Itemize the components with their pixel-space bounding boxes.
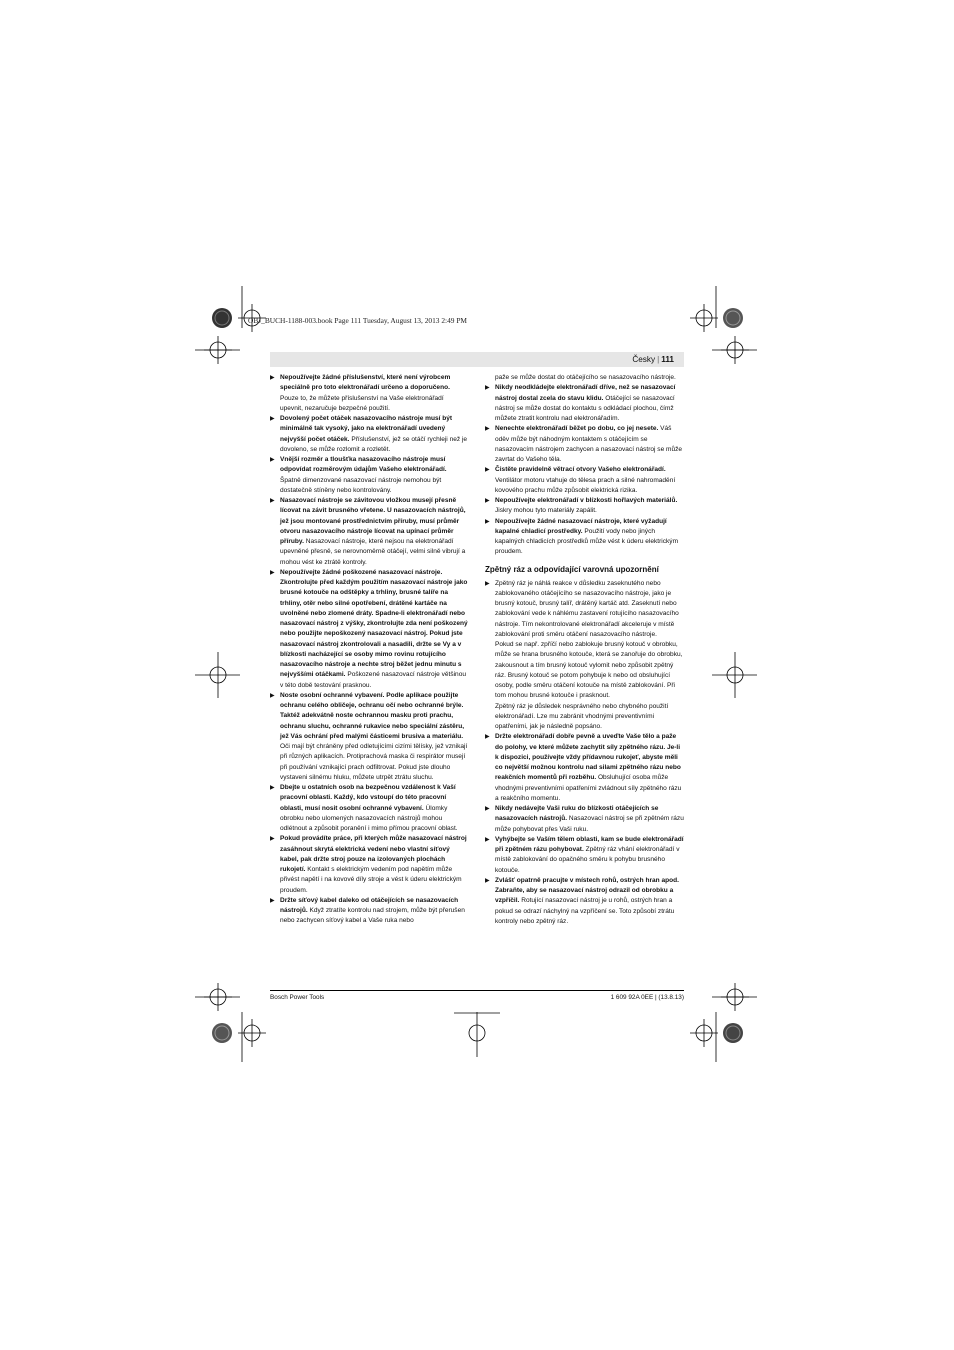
warning-emphasis: Čistěte pravidelně větrací otvory Vašeho elektronářadí. xyxy=(495,466,666,474)
warning-text: Zpětný ráz je náhlá reakce v důsledku zaseknutého nebo zablokovaného otáčejícího se nasazovacího nástroje, jako je brusný kotouč, brusný talíř, drátěný kartáč atd. Zaseknutí nebo zablokování vede k náhlému zastavení rotujícího nasazovacího nástroje. Tím nekontrolované elektronářadí akceleruje v místě zablokování proti směru otáčení nasazovacího nástroje. xyxy=(495,579,679,638)
warning-item xyxy=(270,373,468,414)
warning-item xyxy=(270,691,468,783)
bullet-arrow-icon: ▶ xyxy=(485,517,490,525)
header-bar xyxy=(270,352,684,367)
warning-item xyxy=(270,834,468,896)
warning-text: Jiskry mohou tyto materiály zapálit. xyxy=(495,507,597,515)
warning-emphasis: Vnější rozměr a tloušťka nasazovacího nástroje musí odpovídat rozměrovým údajům Vašeho elektronářadí. xyxy=(280,456,447,474)
warning-emphasis: Dbejte u ostatních osob na bezpečnou vzdálenost k Vaší pracovní oblasti. Každý, kdo vstoupí do této pracovní oblasti, musí nosit osobní ochranné vybavení. xyxy=(280,784,456,812)
warning-item xyxy=(485,732,684,804)
warning-text: Nasazovací nástroje, které nejsou na elektronářadí upevněné přesně, se nerovnoměrně otáčejí, velmi silně vibrují a mohou vést ke ztrátě kontroly. xyxy=(280,538,466,566)
warning-text: Kontakt s elektrickým vedením pod napětím může přivést napětí i na kovové díly stroje a vést k úderu elektrickým proudem. xyxy=(280,866,462,894)
print-slug: OBJ_BUCH-1188-003.book Page 111 Tuesday, August 13, 2013 2:49 PM xyxy=(248,316,467,325)
bullet-arrow-icon: ▶ xyxy=(270,497,275,504)
warning-text: Poškozené nasazovací nástroje většinou v této době testování prasknou. xyxy=(280,671,466,689)
warning-item xyxy=(485,465,684,496)
right-column-bottom xyxy=(485,579,684,928)
warning-text: Nasazovací nástroj se při zpětném rázu může pohybovat přes Vaši ruku. xyxy=(495,815,684,833)
section-heading: Zpětný ráz a odpovídající varovná upozornění xyxy=(485,564,659,574)
warning-emphasis: Držte elektronářadí dobře pevně a uveďte Vaše tělo a paže do polohy, ve které můžete zachytit síly zpětného rázu. Je-li k dispozici, používejte vždy přídavnou rukojeť, abyste měli co největší možnou kontrolu nad silami zpětného rázu nebo reakčních momentů při rozběhu. xyxy=(495,733,681,782)
warning-text: Příslušenství, jež se otáčí rychleji než je dovoleno, se může rozlomit a rozletět. xyxy=(280,435,468,453)
warning-item xyxy=(270,496,468,568)
warning-text: Rotující nasazovací nástroj je u rohů, ostrých hran a pokud se odrazí náchylný na vzpříčení se. Toto způsobí ztrátu kontroly nebo zpětný ráz. xyxy=(495,897,675,925)
right-column xyxy=(485,373,684,927)
bullet-arrow-icon: ▶ xyxy=(270,784,275,791)
warning-emphasis: Nepoužívejte žádné nasazovací nástroje, které vyžadují kapalné chladicí prostředky. xyxy=(495,517,667,535)
bullet-arrow-icon: ▶ xyxy=(485,579,490,587)
warning-emphasis: Nikdy neodkládejte elektronářadí dříve, než se nasazovací nástroj dostal zcela do stavu klidu. xyxy=(495,384,676,402)
warning-text: Zpětný ráz vhání elektronářadí v místě zablokování do opačného směru k pohybu brusného kotouče. xyxy=(495,846,680,874)
warning-item xyxy=(485,835,684,876)
warning-item xyxy=(270,414,468,455)
warning-emphasis: Držte síťový kabel daleko od otáčejících se nasazovacích nástrojů. xyxy=(280,896,459,914)
warning-item xyxy=(485,383,684,424)
right-column-top xyxy=(485,373,684,558)
bullet-arrow-icon: ▶ xyxy=(270,691,275,699)
bullet-arrow-icon: ▶ xyxy=(485,876,490,884)
bullet-arrow-icon: ▶ xyxy=(485,384,490,392)
warning-text: Otáčející se nasazovací nástroj se může dostat do kontaktu s odkládací plochou, čímž můžete ztratit kontrolu nad elektronářadím. xyxy=(495,394,675,422)
warning-emphasis: Nepoužívejte elektronářadí v blízkosti hořlavých materiálů. xyxy=(495,497,678,504)
warning-text: Obsluhující osoba může vhodnými preventivními opatřeními zvládnout síly zpětného rázu a reakčního momentu. xyxy=(495,774,682,802)
bullet-arrow-icon: ▶ xyxy=(270,896,275,904)
warning-text: Pouze to, že můžete příslušenství na Vaše elektronářadí upevnit, nezaručuje bezpečné použití. xyxy=(280,394,444,412)
warning-emphasis: Vyhýbejte se Vaším tělem oblasti, kam se bude elektronářadí při zpětném rázu pohybovat. xyxy=(495,835,684,853)
footer-doc-number: 1 609 92A 0EE | (13.8.13) xyxy=(610,994,684,1001)
warning-emphasis: Nikdy nedávejte Vaši ruku do blízkosti otáčejících se nasazovacích nástrojů. xyxy=(495,805,659,823)
bullet-arrow-icon: ▶ xyxy=(485,805,490,812)
bullet-arrow-icon: ▶ xyxy=(270,456,275,463)
warning-item xyxy=(270,568,468,691)
warning-emphasis: Zvlášť opatrně pracujte v místech rohů, ostrých hran apod. Zabraňte, aby se nasazovací nástroj odrazil od obrobku a vzpříčil. xyxy=(495,876,679,905)
warning-emphasis: Pokud provádíte práce, při kterých může nasazovací nástroj zasáhnout skrytá elektrická vedení nebo vlastní síťový kabel, pak držte stroj pouze na izolovaných plochách rukojetí. xyxy=(280,835,467,873)
warning-text: Když ztratíte kontrolu nad strojem, může být přerušen nebo zachycen síťový kabel a Vaše ruka nebo xyxy=(280,907,465,925)
bullet-arrow-icon: ▶ xyxy=(270,835,275,843)
warning-text: Pokud se např. zpříčí nebo zablokuje brusný kotouč v obrobku, může se hrana brusného kotouče, která se zanořuje do obrobku, zakousnout a tím brusný kotouč vylomit nebo způsobit zpětný ráz. Brusný kotouč se potom pohybuje k nebo od obsluhující osoby, podle směru otáčení kotouče na místě zablokování. Při tom mohou brusné kotouče i prasknout. xyxy=(495,641,683,700)
warning-text: Oči mají být chráněny před odletujícími cizími tělísky, jež vznikají při různých aplikacích. Protiprachová maska či respirátor musejí při používání vznikající prach odfiltrovat. Pokud jste dlouho vystaveni silnému hluku, můžete utrpět ztrátu sluchu. xyxy=(280,743,468,781)
warning-item xyxy=(270,455,468,496)
warning-text: Zpětný ráz je důsledek nesprávného nebo chybného použití elektronářadí. Lze mu zabránit vhodnými preventivními opatřeními, jak je následně popsáno. xyxy=(495,702,669,730)
warning-item xyxy=(485,876,684,927)
bullet-arrow-icon: ▶ xyxy=(485,733,490,741)
footer-rule xyxy=(270,990,684,991)
bullet-arrow-icon: ▶ xyxy=(270,568,275,576)
warning-item xyxy=(270,896,468,927)
warning-item xyxy=(485,517,684,558)
paragraph xyxy=(495,702,684,733)
warning-emphasis: Nasazovací nástroje se závitovou vložkou musejí přesně lícovat na závit brusného vřetene. U nasazovacích nástrojů, jež jsou montované prostřednictvím příruby, musí průměr otvoru nasazovacího nástroje lícovat na upínací průměr příruby. xyxy=(280,497,466,545)
warning-text: Použití vody nebo jiných kapalných chladicích prostředků může vést k úderu elektrickým proudem. xyxy=(495,527,679,556)
header-language: Česky xyxy=(632,355,656,364)
warning-text: Ventilátor motoru vtahuje do tělesa prach a silné nahromadění kovového prachu může způsobit elektrická rizika. xyxy=(495,476,676,494)
warning-item xyxy=(270,783,468,834)
bullet-arrow-icon: ▶ xyxy=(270,374,275,381)
warning-emphasis: Dovolený počet otáček nasazovacího nástroje musí být minimálně tak vysoký, jako na elektronářadí uvedený nejvyšší počet otáček. xyxy=(280,415,453,443)
page-number: 111 xyxy=(661,355,674,364)
bullet-arrow-icon: ▶ xyxy=(485,497,490,504)
warning-emphasis: Nepoužívejte žádné příslušenství, které není výrobcem speciálně pro toto elektronářadí určeno a doporučeno. xyxy=(280,374,451,392)
warning-text: Úlomky obrobku nebo ulomených nasazovacích nástrojů mohou odlétnout a způsobit poranění i mimo přímou pracovní oblast. xyxy=(280,804,458,832)
warning-item xyxy=(485,804,684,835)
warning-emphasis: Nepoužívejte žádné poškozené nasazovací nástroje. Zkontrolujte před každým použitím nasazovací nástroje jako brusné kotouče na odštěpky a trhliny, brusné talíře na trhliny, otěr nebo silné opotřebení, drátěné kartáče na uvolněné nebo zlomené dráty. Spadne-li elektronářadí nebo nasazovací nástroj z výšky, zkontrolujte zda není poškozený nebo použijte nepoškozený nasazovací nástroj. Pokud jste nasazovací nástroj zkontrolovali a nasadili, držte se Vy a v blízkosti nacházející se osoby mimo rovinu rotujícího nasazovacího nástroje a nechte stroj běžet jednu minutu s nejvyššími otáčkami. xyxy=(280,568,468,679)
running-header: Česky | 111 xyxy=(632,355,674,364)
warning-text: Váš oděv může být náhodným kontaktem s otáčejícím se nasazovacím nástrojem zachycen a nasazovací nástroj se může zavrtat do Vašeho těla. xyxy=(495,425,683,463)
left-column xyxy=(270,373,468,927)
warning-item xyxy=(485,496,684,517)
paragraph xyxy=(495,640,684,702)
warning-item xyxy=(485,424,684,465)
bullet-arrow-icon: ▶ xyxy=(485,466,490,474)
bullet-arrow-icon: ▶ xyxy=(485,835,490,843)
warning-item xyxy=(485,579,684,641)
warning-emphasis: Noste osobní ochranné vybavení. Podle aplikace použijte ochranu celého obličeje, ochranu očí nebo ochranné brýle. Taktéž adekvátně noste ochrannou masku proti prachu, ochranu sluchu, ochranné rukavice nebo speciální zástěru, jež Vás ochrání před malými částicemi brusiva a materiálu. xyxy=(280,691,465,740)
warning-text: Špatně dimenzované nasazovací nástroje nemohou být dostatečně stíněny nebo kontrolovány. xyxy=(280,476,442,494)
warning-emphasis: Nenechte elektronářadí běžet po dobu, co jej nesete. xyxy=(495,425,659,433)
footer-brand: Bosch Power Tools xyxy=(270,994,325,1001)
bullet-arrow-icon: ▶ xyxy=(270,415,275,422)
warning-text: paže se může dostat do otáčejícího se nasazovacího nástroje. xyxy=(495,374,676,381)
bullet-arrow-icon: ▶ xyxy=(485,425,490,433)
paragraph xyxy=(495,373,684,383)
